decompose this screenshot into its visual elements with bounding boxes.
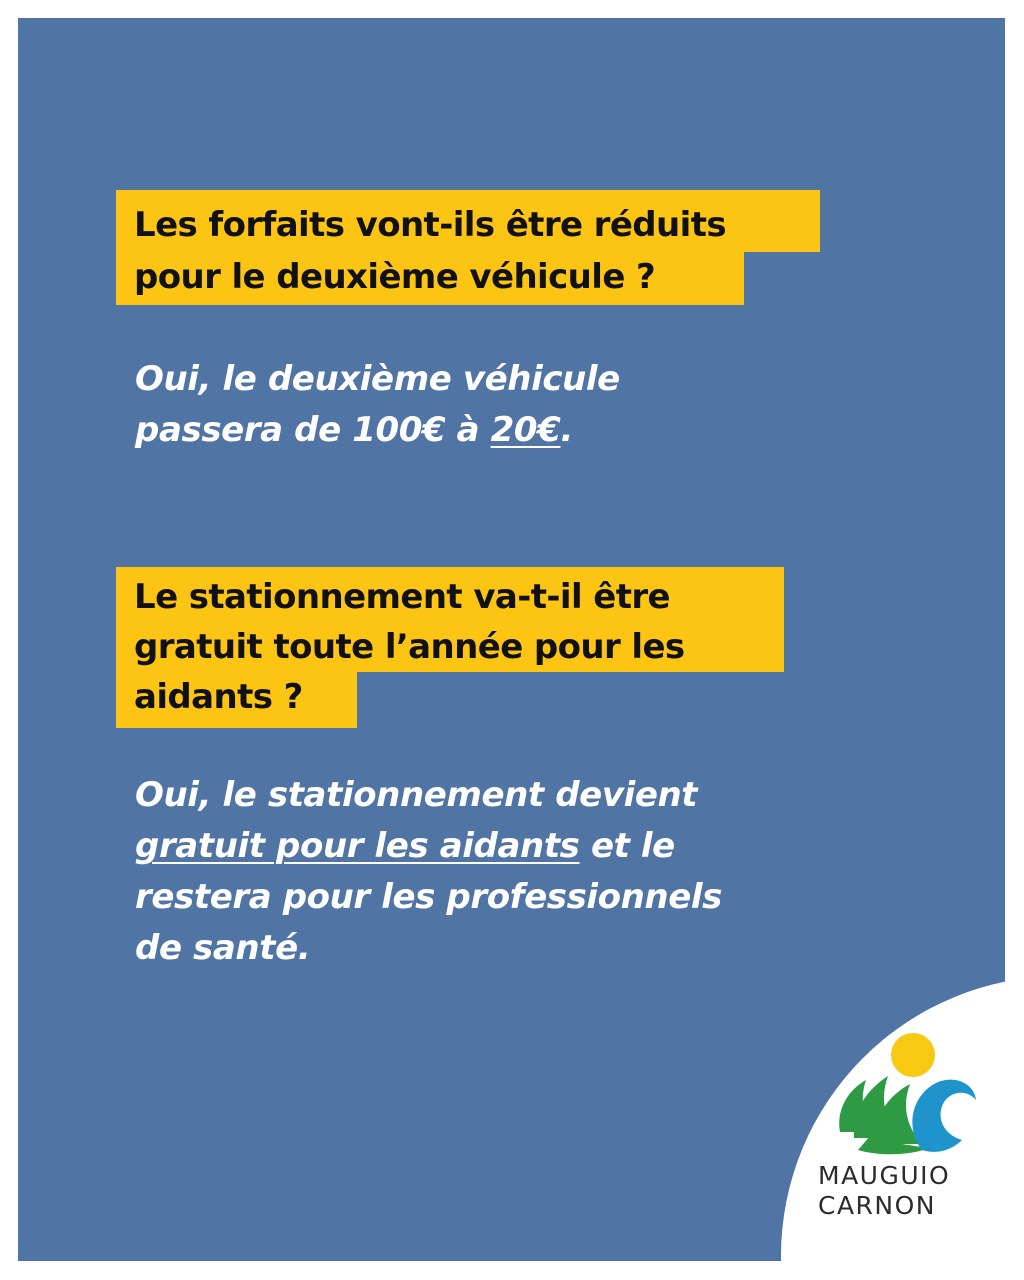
answer-2-line-2: [135, 821, 722, 872]
answer-2-highlight: gratuit pour les aidants: [135, 826, 580, 866]
logo-sun: [891, 1033, 935, 1077]
question-1: [116, 190, 820, 305]
answer-1-highlight-price: 20€: [490, 410, 561, 450]
question-2-line-3: aidants ?: [116, 672, 357, 728]
question-2-line-2: gratuit toute l’année pour les: [116, 622, 784, 672]
answer-1: [135, 354, 620, 456]
question-2-line-1: Le stationnement va-t-il être: [116, 567, 784, 622]
logo-text-mauguio: MAUGUIO: [818, 1161, 951, 1190]
question-1-line-1: Les forfaits vont-ils être réduits: [116, 190, 820, 252]
answer-1-text: passera de 100€ à: [135, 410, 491, 450]
logo-graphic: [818, 1020, 988, 1160]
answer-2-line-4: de santé.: [135, 928, 311, 968]
question-1-line-2: pour le deuxième véhicule ?: [116, 252, 744, 305]
logo-blue-wave: [912, 1080, 976, 1152]
answer-1-line-1: Oui, le deuxième véhicule: [135, 359, 620, 399]
answer-1-line-2: [135, 405, 620, 456]
answer-2-text: et le: [579, 826, 675, 866]
logo-text-carnon: CARNON: [818, 1191, 937, 1220]
answer-2-line-3: restera pour les professionnels: [135, 877, 722, 917]
answer-2: [135, 770, 722, 974]
question-2: [116, 567, 784, 728]
answer-2-line-1: Oui, le stationnement devient: [135, 775, 698, 815]
answer-1-punctuation: .: [560, 410, 573, 450]
